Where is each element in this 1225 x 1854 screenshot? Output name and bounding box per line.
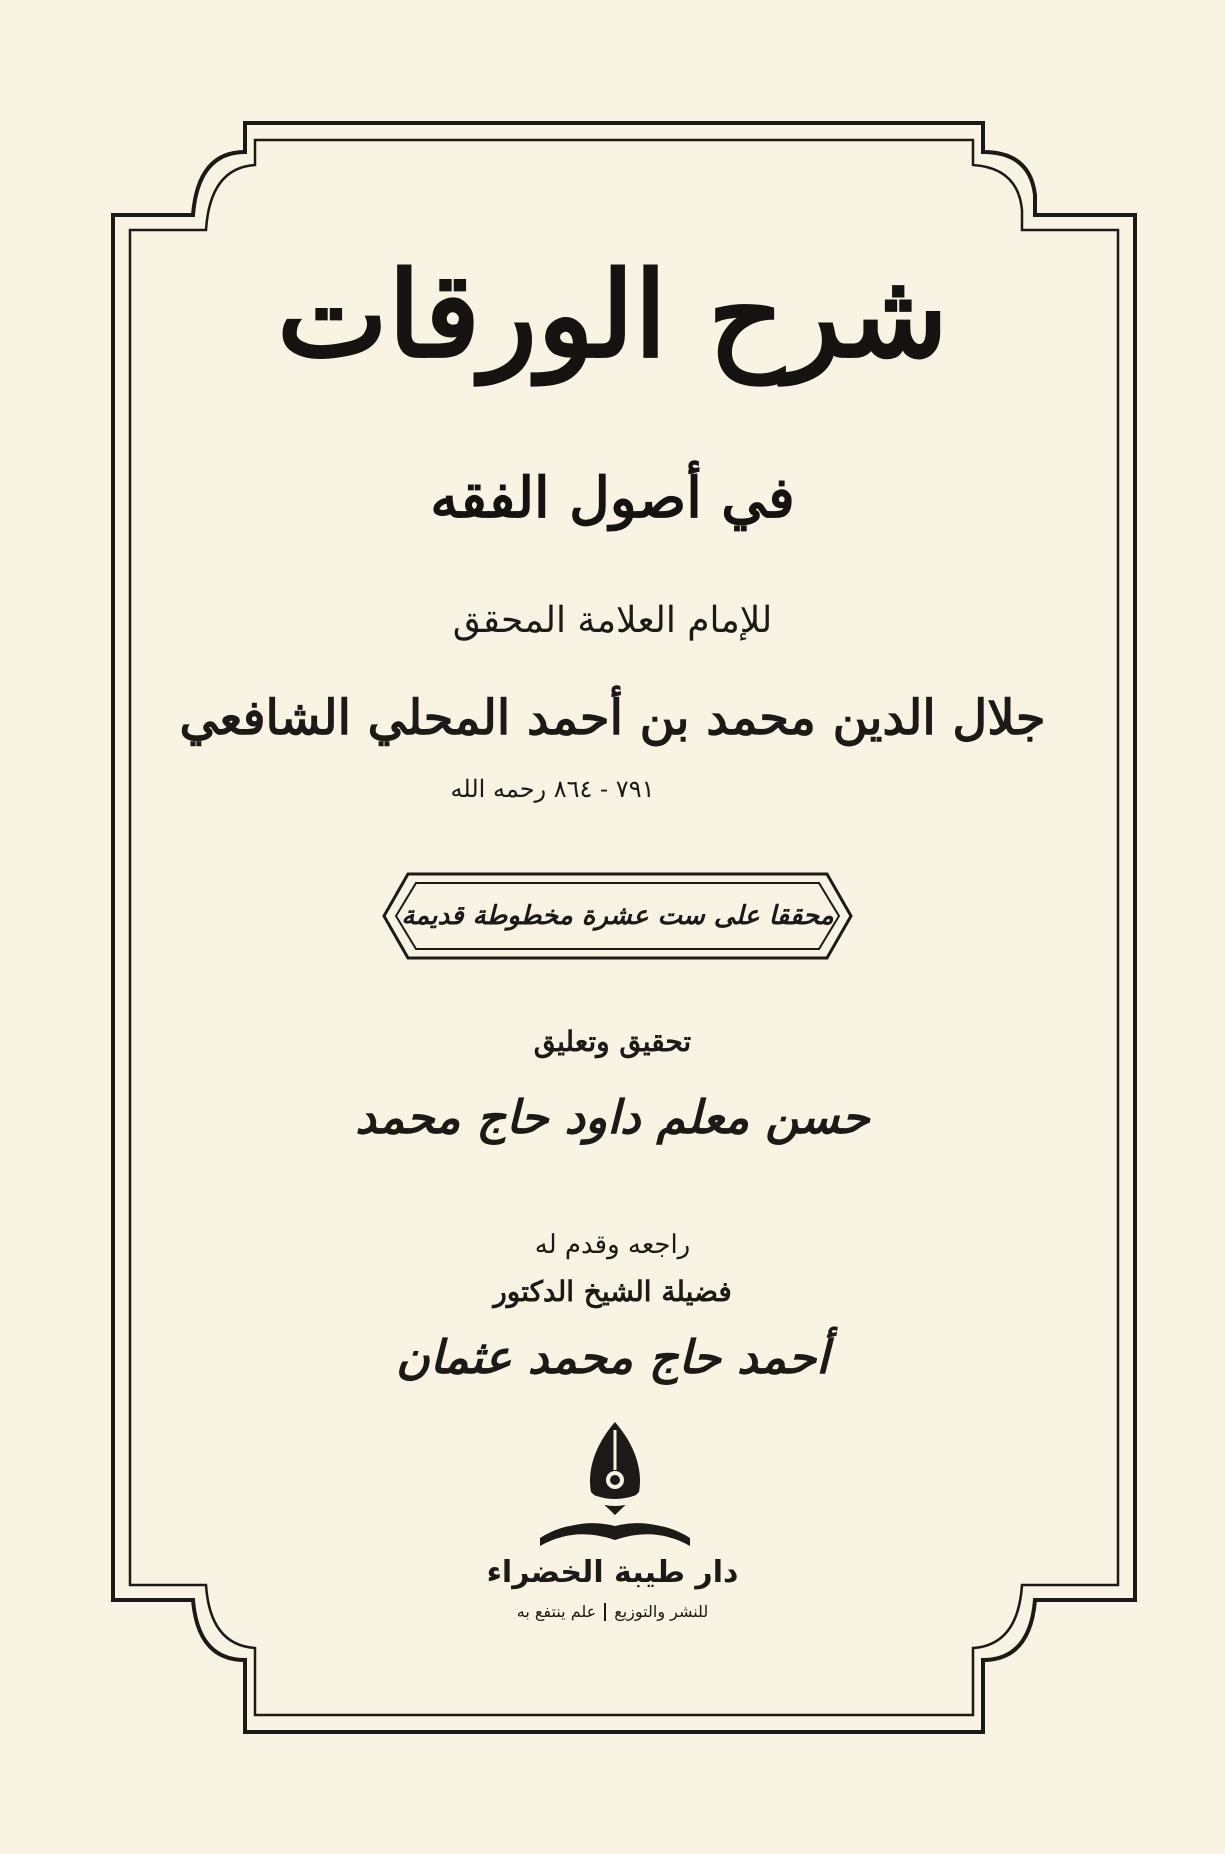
author-dates: ٧٩١ - ٨٦٤ رحمه الله [450, 775, 655, 803]
publisher-tagline-left: للنشر والتوزيع [614, 1602, 709, 1621]
editor-intro: تحقيق وتعليق [533, 1025, 692, 1058]
reviewer-name: أحمد حاج محمد عثمان [396, 1330, 829, 1384]
reviewer-title: فضيلة الشيخ الدكتور [493, 1275, 732, 1308]
pen-nib-book-logo-icon [525, 1420, 705, 1550]
manuscript-note: محققا على ست عشرة مخطوطة قديمة [401, 901, 834, 931]
publisher-tagline-right: علم ينتفع به [516, 1602, 597, 1621]
book-title: شرح الورقات [276, 245, 949, 384]
reviewer-intro: راجعه وقدم له [534, 1230, 691, 1260]
author-name: جلال الدين محمد بن أحمد المحلي الشافعي [179, 690, 1046, 746]
book-subtitle: في أصول الفقه [430, 465, 795, 531]
tagline-separator [604, 1603, 606, 1621]
author-intro: للإمام العلامة المحقق [452, 600, 773, 641]
editor-name: حسن معلم داود حاج محمد [355, 1090, 870, 1144]
manuscript-badge [380, 870, 855, 962]
publisher-tagline [150, 1602, 1075, 1621]
title-page [150, 210, 1075, 1640]
publisher-name: دار طيبة الخضراء [486, 1555, 739, 1590]
